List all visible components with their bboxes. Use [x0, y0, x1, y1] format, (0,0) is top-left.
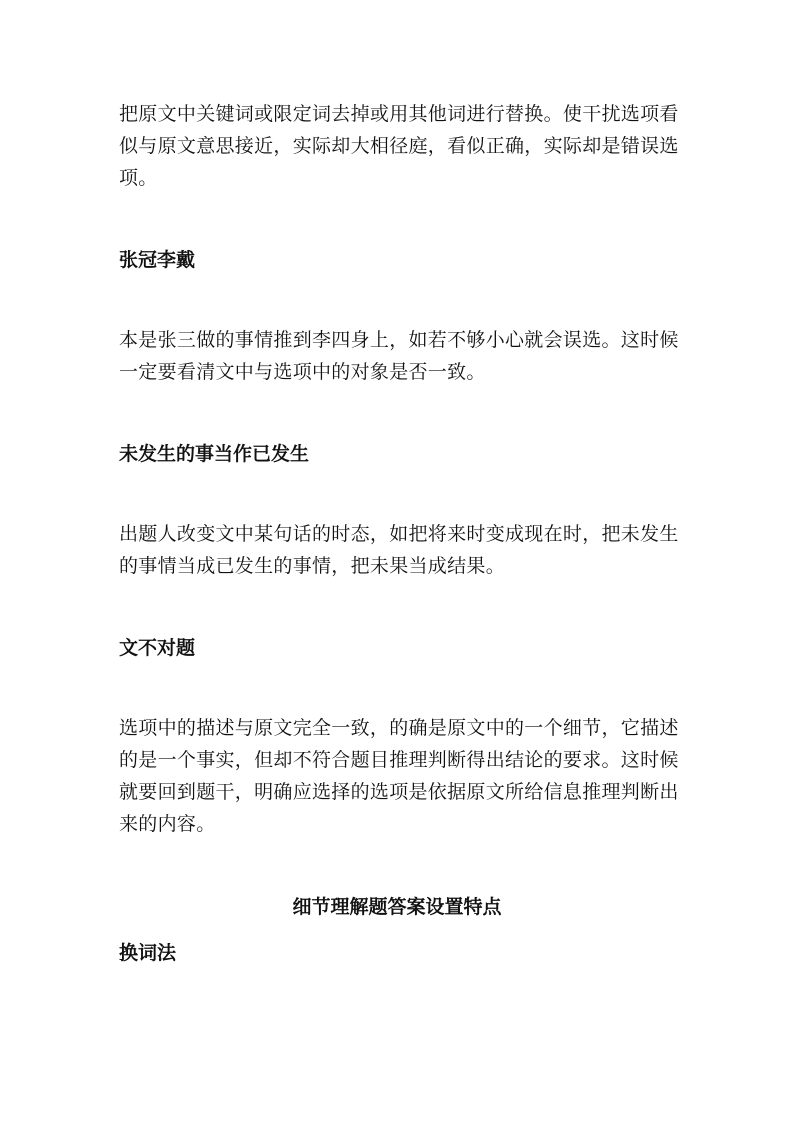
heading-word-swap-method: 换词法	[119, 942, 177, 964]
heading-tense-change: 未发生的事当作已发生	[119, 443, 310, 465]
paragraph-word-replacement: 把原文中关键词或限定词去掉或用其他词进行替换。使干扰选项看似与原文意思接近，实际却大相径庭，看似正确，实际却是错误选项。	[119, 103, 679, 189]
paragraph-misattribution: 本是张三做的事情推到李四身上，如若不够小心就会误选。这时候一定要看清文中与选项中的对象是否一致。	[119, 329, 679, 383]
paragraph-tense-change: 出题人改变文中某句话的时态，如把将来时变成现在时，把未发生的事情当成已发生的事情，把未果当成结果。	[119, 523, 679, 577]
section-title: 细节理解题答案设置特点	[292, 896, 502, 918]
heading-misattribution: 张冠李戴	[119, 249, 196, 271]
heading-irrelevant-answer: 文不对题	[119, 637, 196, 659]
paragraph-irrelevant-answer: 选项中的描述与原文完全一致，的确是原文中的一个细节，它描述的是一个事实，但却不符合题目推理判断得出结论的要求。这时候就要回到题干，明确应选择的选项是依据原文所给信息推理判断出来的内容。	[119, 717, 679, 835]
